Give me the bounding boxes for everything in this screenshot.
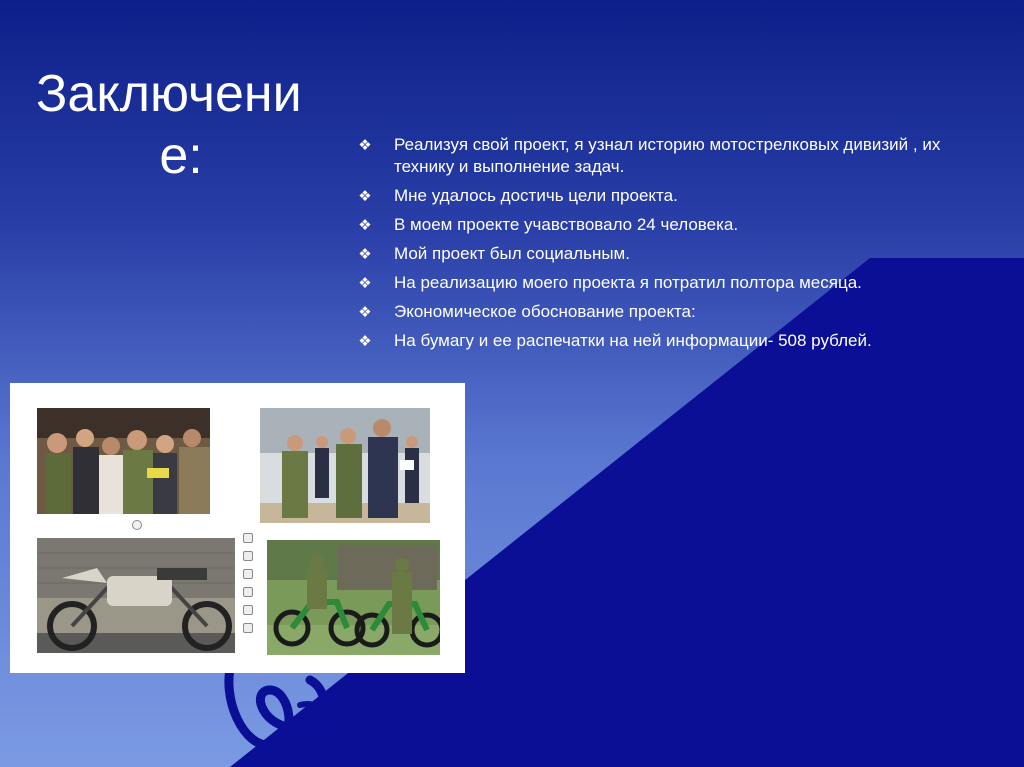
slide-title-line2: е: [159, 126, 203, 185]
diamond-bullet-icon: ❖ [358, 332, 372, 350]
image-toolbar [242, 533, 254, 623]
bullet-text: Мне удалось достичь цели проекта. [394, 186, 678, 205]
bullet-text: В моем проекте учавствовало 24 человека. [394, 215, 739, 234]
bullet-item [356, 134, 996, 178]
diamond-bullet-icon: ❖ [358, 303, 372, 321]
bullet-item [356, 243, 996, 265]
bullet-text: На бумагу и ее распечатки на ней информации- 508 рублей. [394, 331, 872, 350]
resize-icon[interactable] [243, 569, 253, 579]
bullet-item [356, 301, 996, 323]
filter-icon[interactable] [243, 587, 253, 597]
photo-soldiers-handshake [260, 408, 430, 523]
conclusion-bullet-list [356, 134, 996, 359]
photo-military-motorcycle [37, 538, 235, 653]
bullet-text: Реализуя свой проект, я узнал историю мотострелковых дивизий , их технику и выполнение задач. [394, 135, 941, 176]
photo-crowd-ceremony [37, 408, 210, 514]
bullet-item [356, 330, 996, 352]
bullet-text: Мой проект был социальным. [394, 244, 630, 263]
bullet-text: Экономическое обоснование проекта: [394, 302, 696, 321]
diamond-bullet-icon: ❖ [358, 136, 372, 154]
diamond-bullet-icon: ❖ [358, 245, 372, 263]
diamond-bullet-icon: ❖ [358, 274, 372, 292]
photo-soldiers-on-motorcycles [267, 540, 440, 655]
bullet-text: На реализацию моего проекта я потратил полтора месяца. [394, 273, 862, 292]
diamond-bullet-icon: ❖ [358, 187, 372, 205]
bullet-item [356, 214, 996, 236]
minus-icon[interactable] [243, 623, 253, 633]
rotate-handle-icon[interactable] [132, 520, 142, 530]
diamond-bullet-icon: ❖ [358, 216, 372, 234]
align-icon[interactable] [243, 605, 253, 615]
slide-title-line1: Заключени [36, 64, 302, 123]
bullet-item [356, 185, 996, 207]
photo-collage [10, 383, 465, 673]
slide-title [36, 63, 326, 187]
bullet-item [356, 272, 996, 294]
layout-options-icon[interactable] [243, 533, 253, 543]
crop-icon[interactable] [243, 551, 253, 561]
